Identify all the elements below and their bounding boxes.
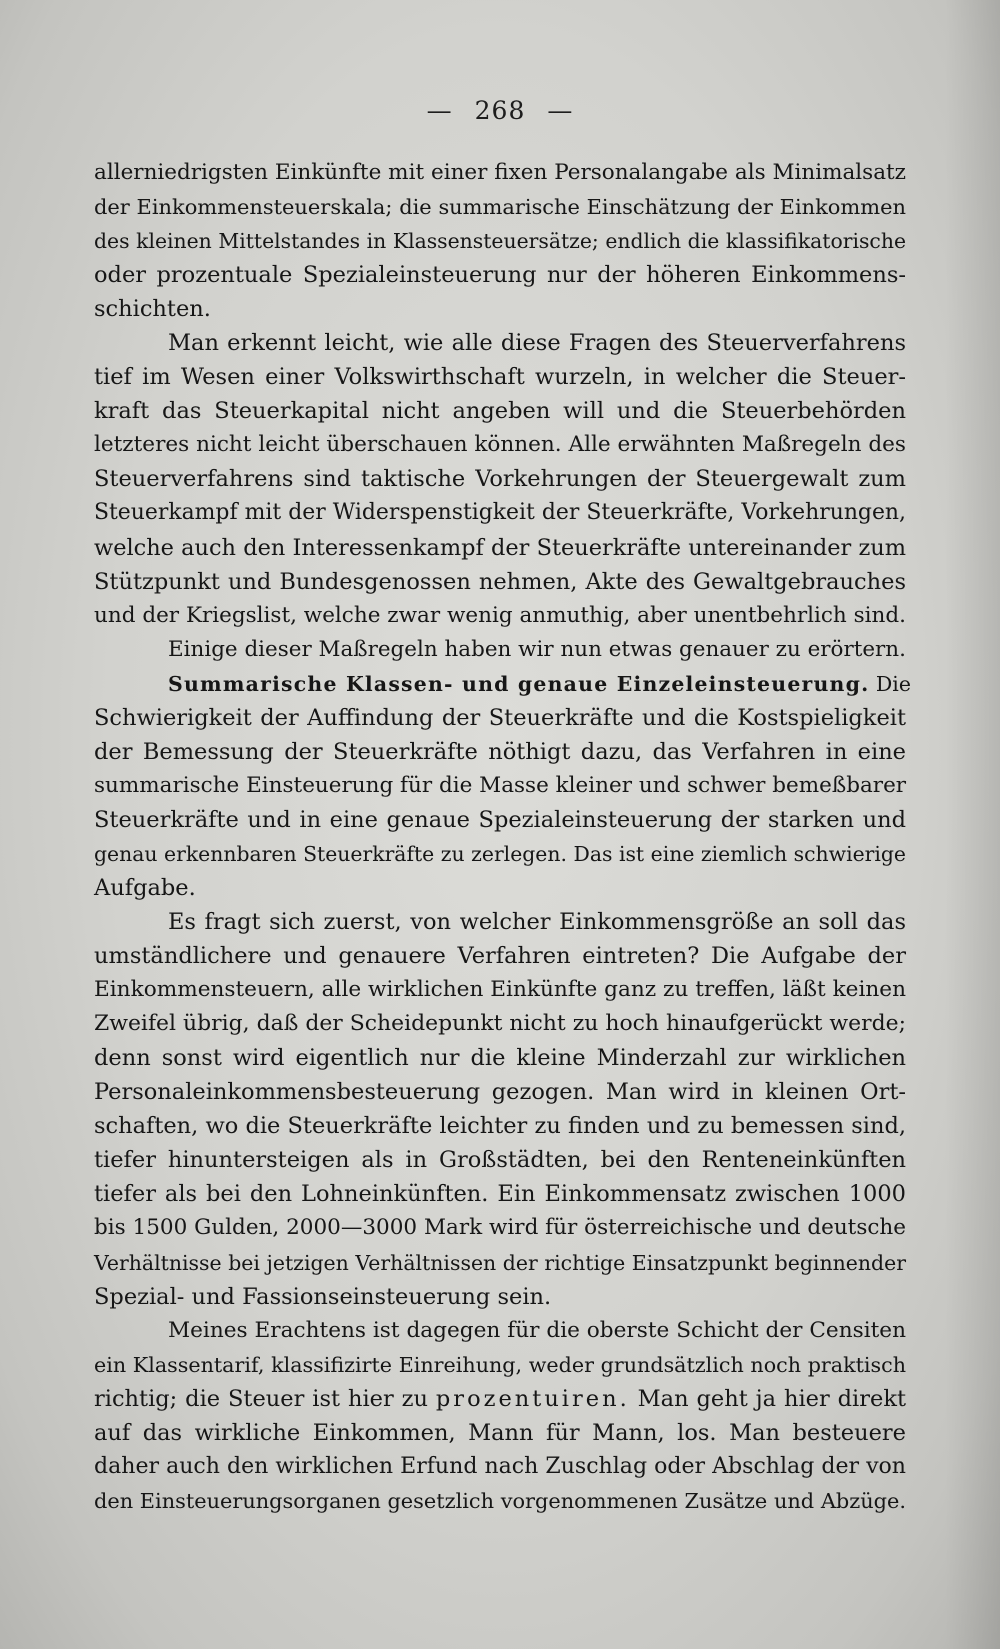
- text-line: welche auch den Interessenkampf der Steuerkräfte untereinander zum: [94, 534, 906, 561]
- page-number-header: [0, 96, 1000, 125]
- text-fragment: richtig; die Steuer ist hier zu: [94, 1385, 428, 1412]
- text-line: Man erkennt leicht, wie alle diese Fragen des Steuerverfahrens: [168, 330, 906, 357]
- section-heading: Summarische Klassen- und genaue Einzeleinsteuerung.: [168, 671, 870, 696]
- text-line: Aufgabe.: [94, 874, 196, 901]
- text-fragment: Die: [875, 671, 911, 696]
- text-line: Verhältnisse bei jetzigen Verhältnissen der richtige Einsatzpunkt beginnender: [94, 1250, 906, 1275]
- text-line: Einige dieser Maßregeln haben wir nun etwas genauer zu erörtern.: [168, 636, 906, 662]
- text-line: bis 1500 Gulden, 2000—3000 Mark wird für österreichische und deutsche: [94, 1215, 907, 1241]
- text-line: und der Kriegslist, welche zwar wenig anmuthig, aber unentbehrlich sind.: [94, 602, 906, 628]
- text-line: Meines Erachtens ist dagegen für die oberste Schicht der Censiten: [168, 1317, 906, 1343]
- text-line: tiefer hinuntersteigen als in Großstädten, bei den Renteneinkünften: [94, 1147, 906, 1174]
- text-line: Schwierigkeit der Auffindung der Steuerkräfte und die Kostspieligkeit: [94, 704, 906, 731]
- text-line: Es fragt sich zuerst, von welcher Einkommensgröße an soll das: [168, 909, 906, 936]
- text-line: schichten.: [94, 296, 211, 323]
- text-line: der Bemessung der Steuerkräfte nöthigt dazu, das Verfahren in eine: [94, 738, 906, 765]
- text-line: Einkommensteuern, alle wirklichen Einkünfte ganz zu treffen, läßt keinen: [94, 977, 906, 1003]
- text-line: des kleinen Mittelstandes in Klassensteuersätze; endlich die klassifikatorische: [94, 229, 906, 254]
- paragraph-3: [94, 667, 911, 905]
- text-line: Steuerkräfte und in eine genaue Spezialeinsteuerung der starken und: [94, 806, 906, 833]
- page-number-dash-left: —: [426, 96, 453, 125]
- paragraph-2: [94, 326, 906, 666]
- text-line: Zweifel übrig, daß der Scheidepunkt nicht zu hoch hinaufgerückt werde;: [94, 1011, 906, 1037]
- text-line: genau erkennbaren Steuerkräfte zu zerlegen. Das ist eine ziemlich schwierige: [94, 841, 906, 866]
- text-line: allerniedrigsten Einkünfte mit einer fixen Personalangabe als Minimalsatz: [94, 160, 906, 185]
- page-number: 268: [474, 96, 526, 125]
- text-line: Stützpunkt und Bundesgenossen nehmen, Akte des Gewaltgebrauches: [94, 568, 906, 595]
- text-line: Steuerkampf mit der Widerspenstigkeit der Steuerkräfte, Vorkehrungen,: [94, 500, 906, 526]
- page-number-dash-right: —: [547, 96, 574, 125]
- text-line: denn sonst wird eigentlich nur die kleine Minderzahl zur wirklichen: [94, 1045, 906, 1072]
- text-line: daher auch den wirklichen Erfund nach Zuschlag oder Abschlag der von: [94, 1453, 906, 1479]
- text-line: oder prozentuale Spezialeinsteuerung nur der höheren Einkommens-: [94, 262, 906, 289]
- text-line: der Einkommensteuerskala; die summarische Einschätzung der Einkommen: [94, 195, 906, 220]
- emphasized-word: prozentuiren.: [435, 1385, 630, 1412]
- text-line: schaften, wo die Steuerkräfte leichter zu finden und zu bemessen sind,: [94, 1113, 906, 1140]
- text-line: Steuerverfahrens sind taktische Vorkehrungen der Steuergewalt zum: [94, 466, 906, 493]
- text-line: Personaleinkommensbesteuerung gezogen. Man wird in kleinen Ort-: [94, 1079, 906, 1106]
- body-text: [94, 156, 911, 1518]
- text-line: summarische Einsteuerung für die Masse kleiner und schwer bemeßbarer: [94, 772, 907, 798]
- text-line: ein Klassentarif, klassifizirte Einreihung, weder grundsätzlich noch praktisch: [94, 1352, 906, 1377]
- text-line: letzteres nicht leicht überschauen können. Alle erwähnten Maßregeln des: [94, 432, 906, 458]
- text-line: Spezial- und Fassionseinsteuerung sein.: [94, 1283, 552, 1310]
- paragraph-4: [94, 905, 906, 1314]
- text-line: [94, 1382, 906, 1416]
- text-line: tiefer als bei den Lohneinkünften. Ein Einkommensatz zwischen 1000: [94, 1181, 906, 1208]
- paragraph-5: [94, 1314, 906, 1518]
- text-line: den Einsteuerungsorganen gesetzlich vorgenommenen Zusätze und Abzüge.: [94, 1488, 906, 1513]
- text-line: auf das wirkliche Einkommen, Mann für Mann, los. Man besteuere: [94, 1419, 906, 1446]
- text-line: [94, 667, 911, 701]
- paragraph-1: [94, 156, 906, 326]
- text-line: tief im Wesen einer Volkswirthschaft wurzeln, in welcher die Steuer-: [94, 364, 906, 391]
- text-fragment: Man geht ja hier direkt: [637, 1385, 906, 1412]
- text-line: kraft das Steuerkapital nicht angeben will und die Steuerbehörden: [94, 398, 906, 425]
- text-line: umständlichere und genauere Verfahren eintreten? Die Aufgabe der: [94, 943, 906, 970]
